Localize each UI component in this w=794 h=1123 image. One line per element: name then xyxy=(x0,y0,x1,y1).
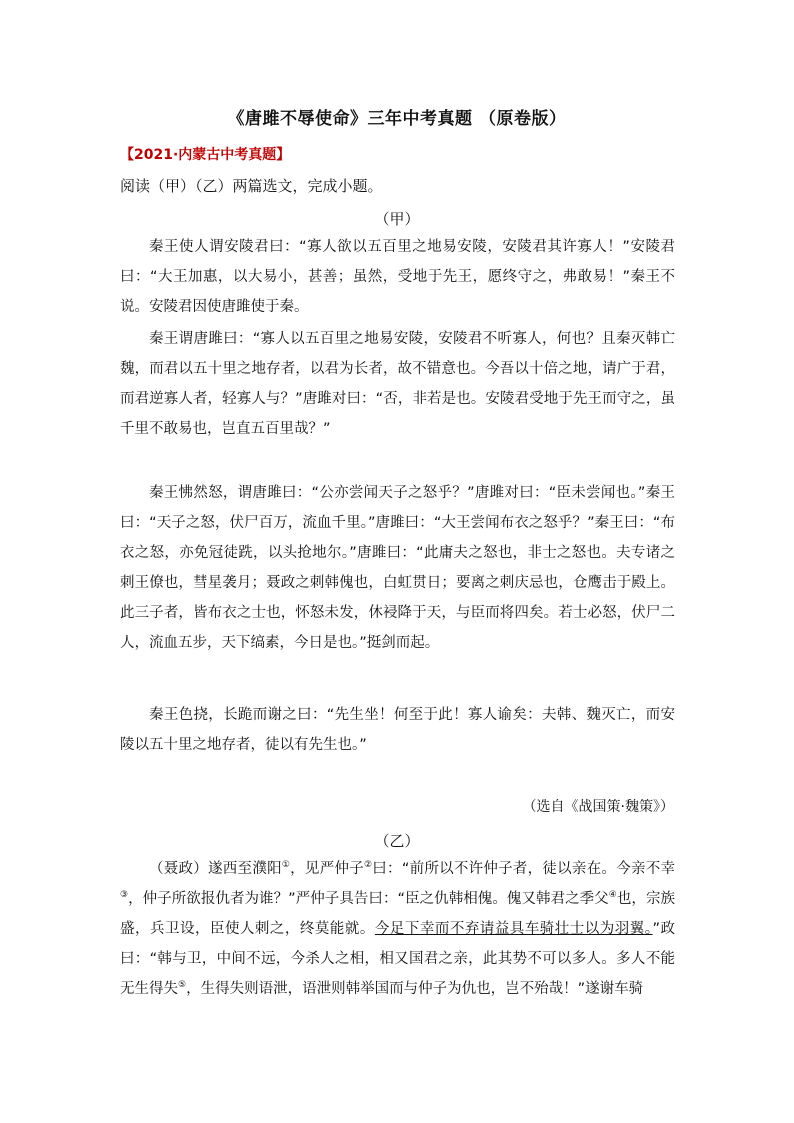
footnote-marker-4: ④ xyxy=(608,890,617,901)
text-segment: ，生得失则语泄，语泄则韩举国而与仲子为仇也，岂不殆哉！”遂谢车骑 xyxy=(186,981,644,997)
passage-jia-paragraph-3: 秦王怫然怒，谓唐雎曰：“公亦尝闻天子之怒乎？”唐雎对曰：“臣未尝闻也。”秦王曰：“天子之怒，伏尸百万，流血千里。”唐雎曰：“大王尝闻布衣之怒乎？”秦王曰：“布衣之怒，亦免冠徒跣，以头抢地尔。”唐雎曰：“此庸夫之怒也，非士之怒也。夫专诸之刺王僚也，彗星袭月；聂政之刺韩傀也，白虹贯日；要离之刺庆忌也，仓鹰击于殿上。此三子者，皆布衣之士也，怀怒未发，休祲降于天，与臣而将四矣。若士必怒，伏尸二人，流血五步，天下缟素，今日是也。”挺剑而起。 xyxy=(120,485,675,651)
footnote-marker-2: ② xyxy=(363,860,373,871)
footnote-marker-1: ① xyxy=(281,860,291,871)
footnote-marker-3: ③ xyxy=(120,890,129,901)
exam-source-tag: 【2021·内蒙古中考真题】 xyxy=(120,147,291,163)
text-segment: 曰：“前所以不许仲子者，徒以亲在。今亲不幸 xyxy=(372,861,675,877)
text-segment: ，见严仲子 xyxy=(290,861,364,877)
section-jia-heading: （甲） xyxy=(374,210,420,228)
passage-jia-paragraph-2: 秦王谓唐雎曰：“寡人以五百里之地易安陵，安陵君不听寡人，何也？且秦灭韩亡魏，而君以五十里之地存者，以君为长者，故不错意也。今吾以十倍之地，请广于君，而君逆寡人者，轻寡人与？”唐雎对曰：“否，非若是也。安陵君受地于先王而守之，虽千里不敢易也，岂直五百里哉？” xyxy=(120,331,675,437)
underlined-sentence: 今足下幸而不弃请益具车骑壮士以为羽翼。 xyxy=(374,921,653,937)
text-segment: ”政曰：“韩与卫，中间不远，今杀人之相，相又国君之亲，此其势不可以多人。多人不能无生得失 xyxy=(120,921,676,997)
section-yi-heading: （乙） xyxy=(374,832,420,850)
text-segment: 也，宗族盛，兵卫设，臣使人刺之，终莫能就。 xyxy=(120,891,675,937)
text-segment: ，仲子所欲报仇者为谁？”严仲子具告曰：“臣之仇韩相傀。傀又韩君之季父 xyxy=(128,891,609,907)
passage-jia-paragraph-1: 秦王使人谓安陵君曰：“寡人欲以五百里之地易安陵，安陵君其许寡人！”安陵君曰：“大王加惠，以大易小，甚善；虽然，受地于先王，愿终守之，弗敢易！”秦王不说。安陵君因使唐雎使于秦。 xyxy=(120,239,675,315)
passage-jia-paragraph-4: 秦王色挠，长跪而谢之曰：“先生坐！何至于此！寡人谕矣：夫韩、魏灭亡，而安陵以五十里之地存者，徒以有先生也。” xyxy=(120,707,675,753)
passage-yi-paragraph-1 xyxy=(120,854,675,1004)
footnote-marker-5: ⑤ xyxy=(178,980,187,991)
text-segment: （聂政）遂西至濮阳 xyxy=(149,861,282,877)
instruction-text: 阅读（甲）（乙）两篇选文，完成小题。 xyxy=(120,177,383,195)
passage-source-citation: （选自《战国策·魏策》） xyxy=(522,799,674,815)
document-title: 《唐雎不辱使命》三年中考真题 （原卷版） xyxy=(227,109,567,129)
